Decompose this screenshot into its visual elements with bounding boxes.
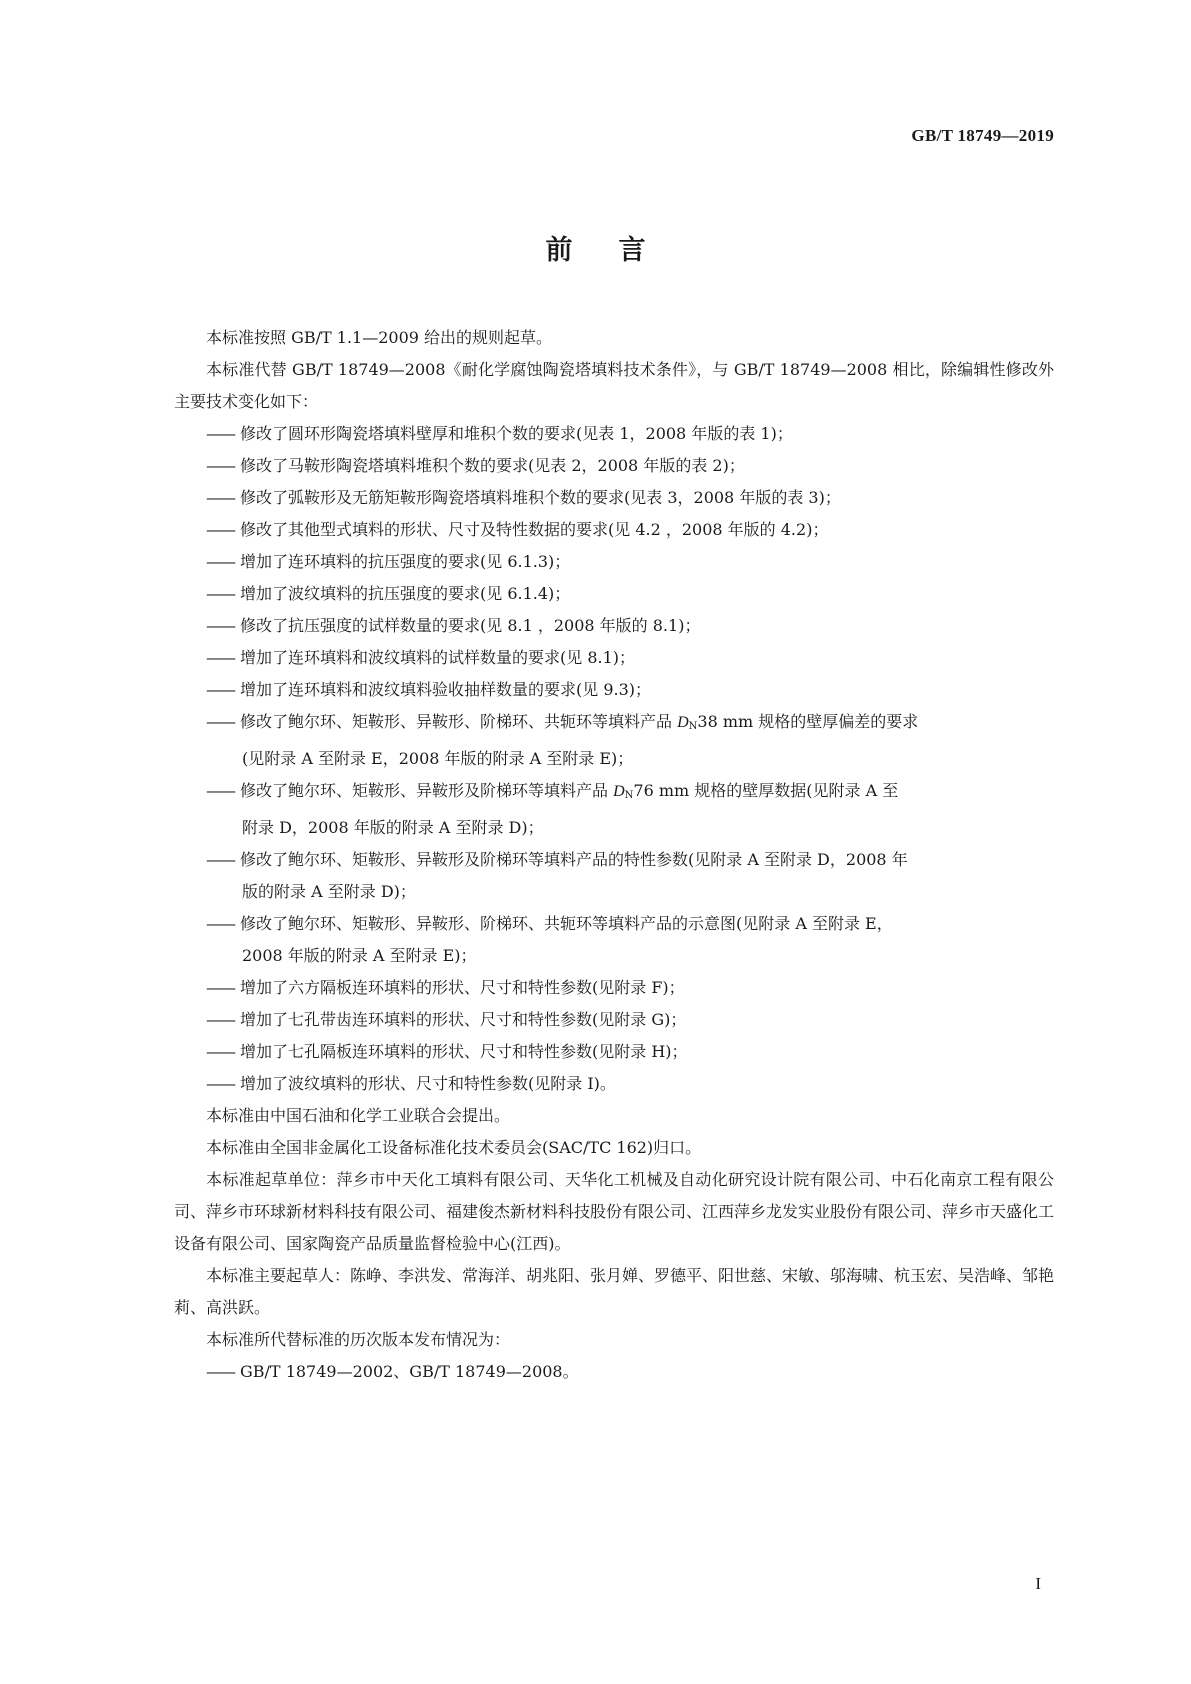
change-text-continuation: 附录 D，2008 年版的附录 A 至附录 D)； [242,818,544,837]
change-text: 修改了鲍尔环、矩鞍形、异鞍形、阶梯环、共轭环等填料产品 [240,712,678,731]
dash-mark: —— [206,914,234,933]
drafting-units-paragraph: 本标准起草单位：萍乡市中天化工填料有限公司、天华化工机械及自动化研究设计院有限公司、中石化南京工程有限公司、萍乡市环球新材料科技有限公司、福建俊杰新材料科技股份有限公司、江西萍乡龙发实业股份有限公司、萍乡市天盛化工设备有限公司、国家陶瓷产品质量监督检验中心(江西)。 [174,1170,1055,1253]
nominal-diameter-symbol: D [613,783,625,800]
change-item [174,674,1054,706]
change-item [174,482,1054,514]
change-text: 增加了连环填料和波纹填料的试样数量的要求(见 8.1)； [240,648,636,667]
change-item [174,610,1054,642]
dash-mark: —— [206,781,234,800]
change-item [174,450,1054,482]
dash-mark: —— [206,1362,234,1381]
change-item [174,775,1054,844]
dash-mark: —— [206,488,234,507]
dash-mark: —— [206,1074,234,1093]
change-text: 修改了其他型式填料的形状、尺寸及特性数据的要求(见 4.2 ，2008 年版的 4.2)； [240,520,829,539]
change-text: 增加了七孔隔板连环填料的形状、尺寸和特性参数(见附录 H)； [240,1042,688,1061]
change-item [174,578,1054,610]
page-number: I [1035,1574,1041,1593]
dash-mark: —— [206,616,234,635]
dash-mark: —— [206,978,234,997]
change-text: 76 mm 规格的壁厚数据(见附录 A 至 [633,781,899,800]
change-item [174,514,1054,546]
change-text: 修改了鲍尔环、矩鞍形、异鞍形、阶梯环、共轭环等填料产品的示意图(见附录 A 至附录 E， [240,914,893,933]
dash-mark: —— [206,850,234,869]
change-text: 增加了六方隔板连环填料的形状、尺寸和特性参数(见附录 F)； [240,978,685,997]
change-text: 38 mm 规格的壁厚偏差的要求 [697,712,919,731]
nominal-diameter-symbol: D [677,714,689,731]
change-item [174,1068,1054,1100]
dash-mark: —— [206,424,234,443]
change-item [174,1004,1054,1036]
change-item [174,1036,1054,1068]
dash-mark: —— [206,520,234,539]
history-item [174,1356,1054,1388]
change-text: 修改了鲍尔环、矩鞍形、异鞍形及阶梯环等填料产品 [240,781,614,800]
nominal-diameter-subscript: N [688,721,698,732]
replacement-paragraph: 本标准代替 GB/T 18749—2008《耐化学腐蚀陶瓷塔填料技术条件》，与 GB/T 18749—2008 相比，除编辑性修改外主要技术变化如下： [174,360,1054,411]
change-text: 修改了马鞍形陶瓷塔填料堆积个数的要求(见表 2，2008 年版的表 2)； [240,456,745,475]
change-item [174,418,1054,450]
change-text: 增加了七孔带齿连环填料的形状、尺寸和特性参数(见附录 G)； [240,1010,687,1029]
change-text: 修改了弧鞍形及无筋矩鞍形陶瓷塔填料堆积个数的要求(见表 3，2008 年版的表 3)； [240,488,841,507]
page-title: 前言 [545,235,692,266]
dash-mark: —— [206,1042,234,1061]
dash-mark: —— [206,552,234,571]
change-text: 增加了波纹填料的形状、尺寸和特性参数(见附录 I)。 [240,1074,616,1093]
change-text-continuation: 2008 年版的附录 A 至附录 E)； [242,946,477,965]
dash-mark: —— [206,680,234,699]
dash-mark: —— [206,584,234,603]
dash-mark: —— [206,456,234,475]
dash-mark: —— [206,648,234,667]
standard-number: GB/T 18749—2019 [911,126,1054,145]
change-text: 增加了波纹填料的抗压强度的要求(见 6.1.4)； [240,584,571,603]
document-body [174,322,1054,1388]
change-item [174,908,1054,972]
change-text: 修改了鲍尔环、矩鞍形、异鞍形及阶梯环等填料产品的特性参数(见附录 A 至附录 D，2008 年 [240,850,908,869]
change-text: 修改了抗压强度的试样数量的要求(见 8.1 ，2008 年版的 8.1)； [240,616,701,635]
change-item [174,972,1054,1004]
change-text: 修改了圆环形陶瓷塔填料壁厚和堆积个数的要求(见表 1，2008 年版的表 1)； [240,424,793,443]
proposer-paragraph: 本标准由中国石油和化学工业联合会提出。 [206,1106,511,1125]
dash-mark: —— [206,1010,234,1029]
nominal-diameter-subscript: N [624,790,634,801]
change-list [174,418,1054,1100]
history-heading-paragraph: 本标准所代替标准的历次版本发布情况为： [206,1330,511,1349]
drafting-rules-paragraph: 本标准按照 GB/T 1.1—2009 给出的规则起草。 [206,328,553,347]
change-text: 增加了连环填料和波纹填料验收抽样数量的要求(见 9.3)； [240,680,652,699]
change-item [174,844,1054,908]
change-item [174,642,1054,674]
history-text: GB/T 18749—2002、GB/T 18749—2008。 [240,1362,579,1381]
change-text: 增加了连环填料的抗压强度的要求(见 6.1.3)； [240,552,571,571]
change-item [174,546,1054,578]
change-text-continuation: (见附录 A 至附录 E，2008 年版的附录 A 至附录 E)； [242,749,634,768]
committee-paragraph: 本标准由全国非金属化工设备标准化技术委员会(SAC/TC 162)归口。 [206,1138,702,1157]
drafters-paragraph: 本标准主要起草人：陈峥、李洪发、常海洋、胡兆阳、张月婵、罗德平、阳世慈、宋敏、邬海啸、杭玉宏、吴浩峰、邹艳莉、高洪跃。 [174,1266,1055,1317]
change-text-continuation: 版的附录 A 至附录 D)； [242,882,416,901]
dash-mark: —— [206,712,234,731]
change-item [174,706,1054,775]
